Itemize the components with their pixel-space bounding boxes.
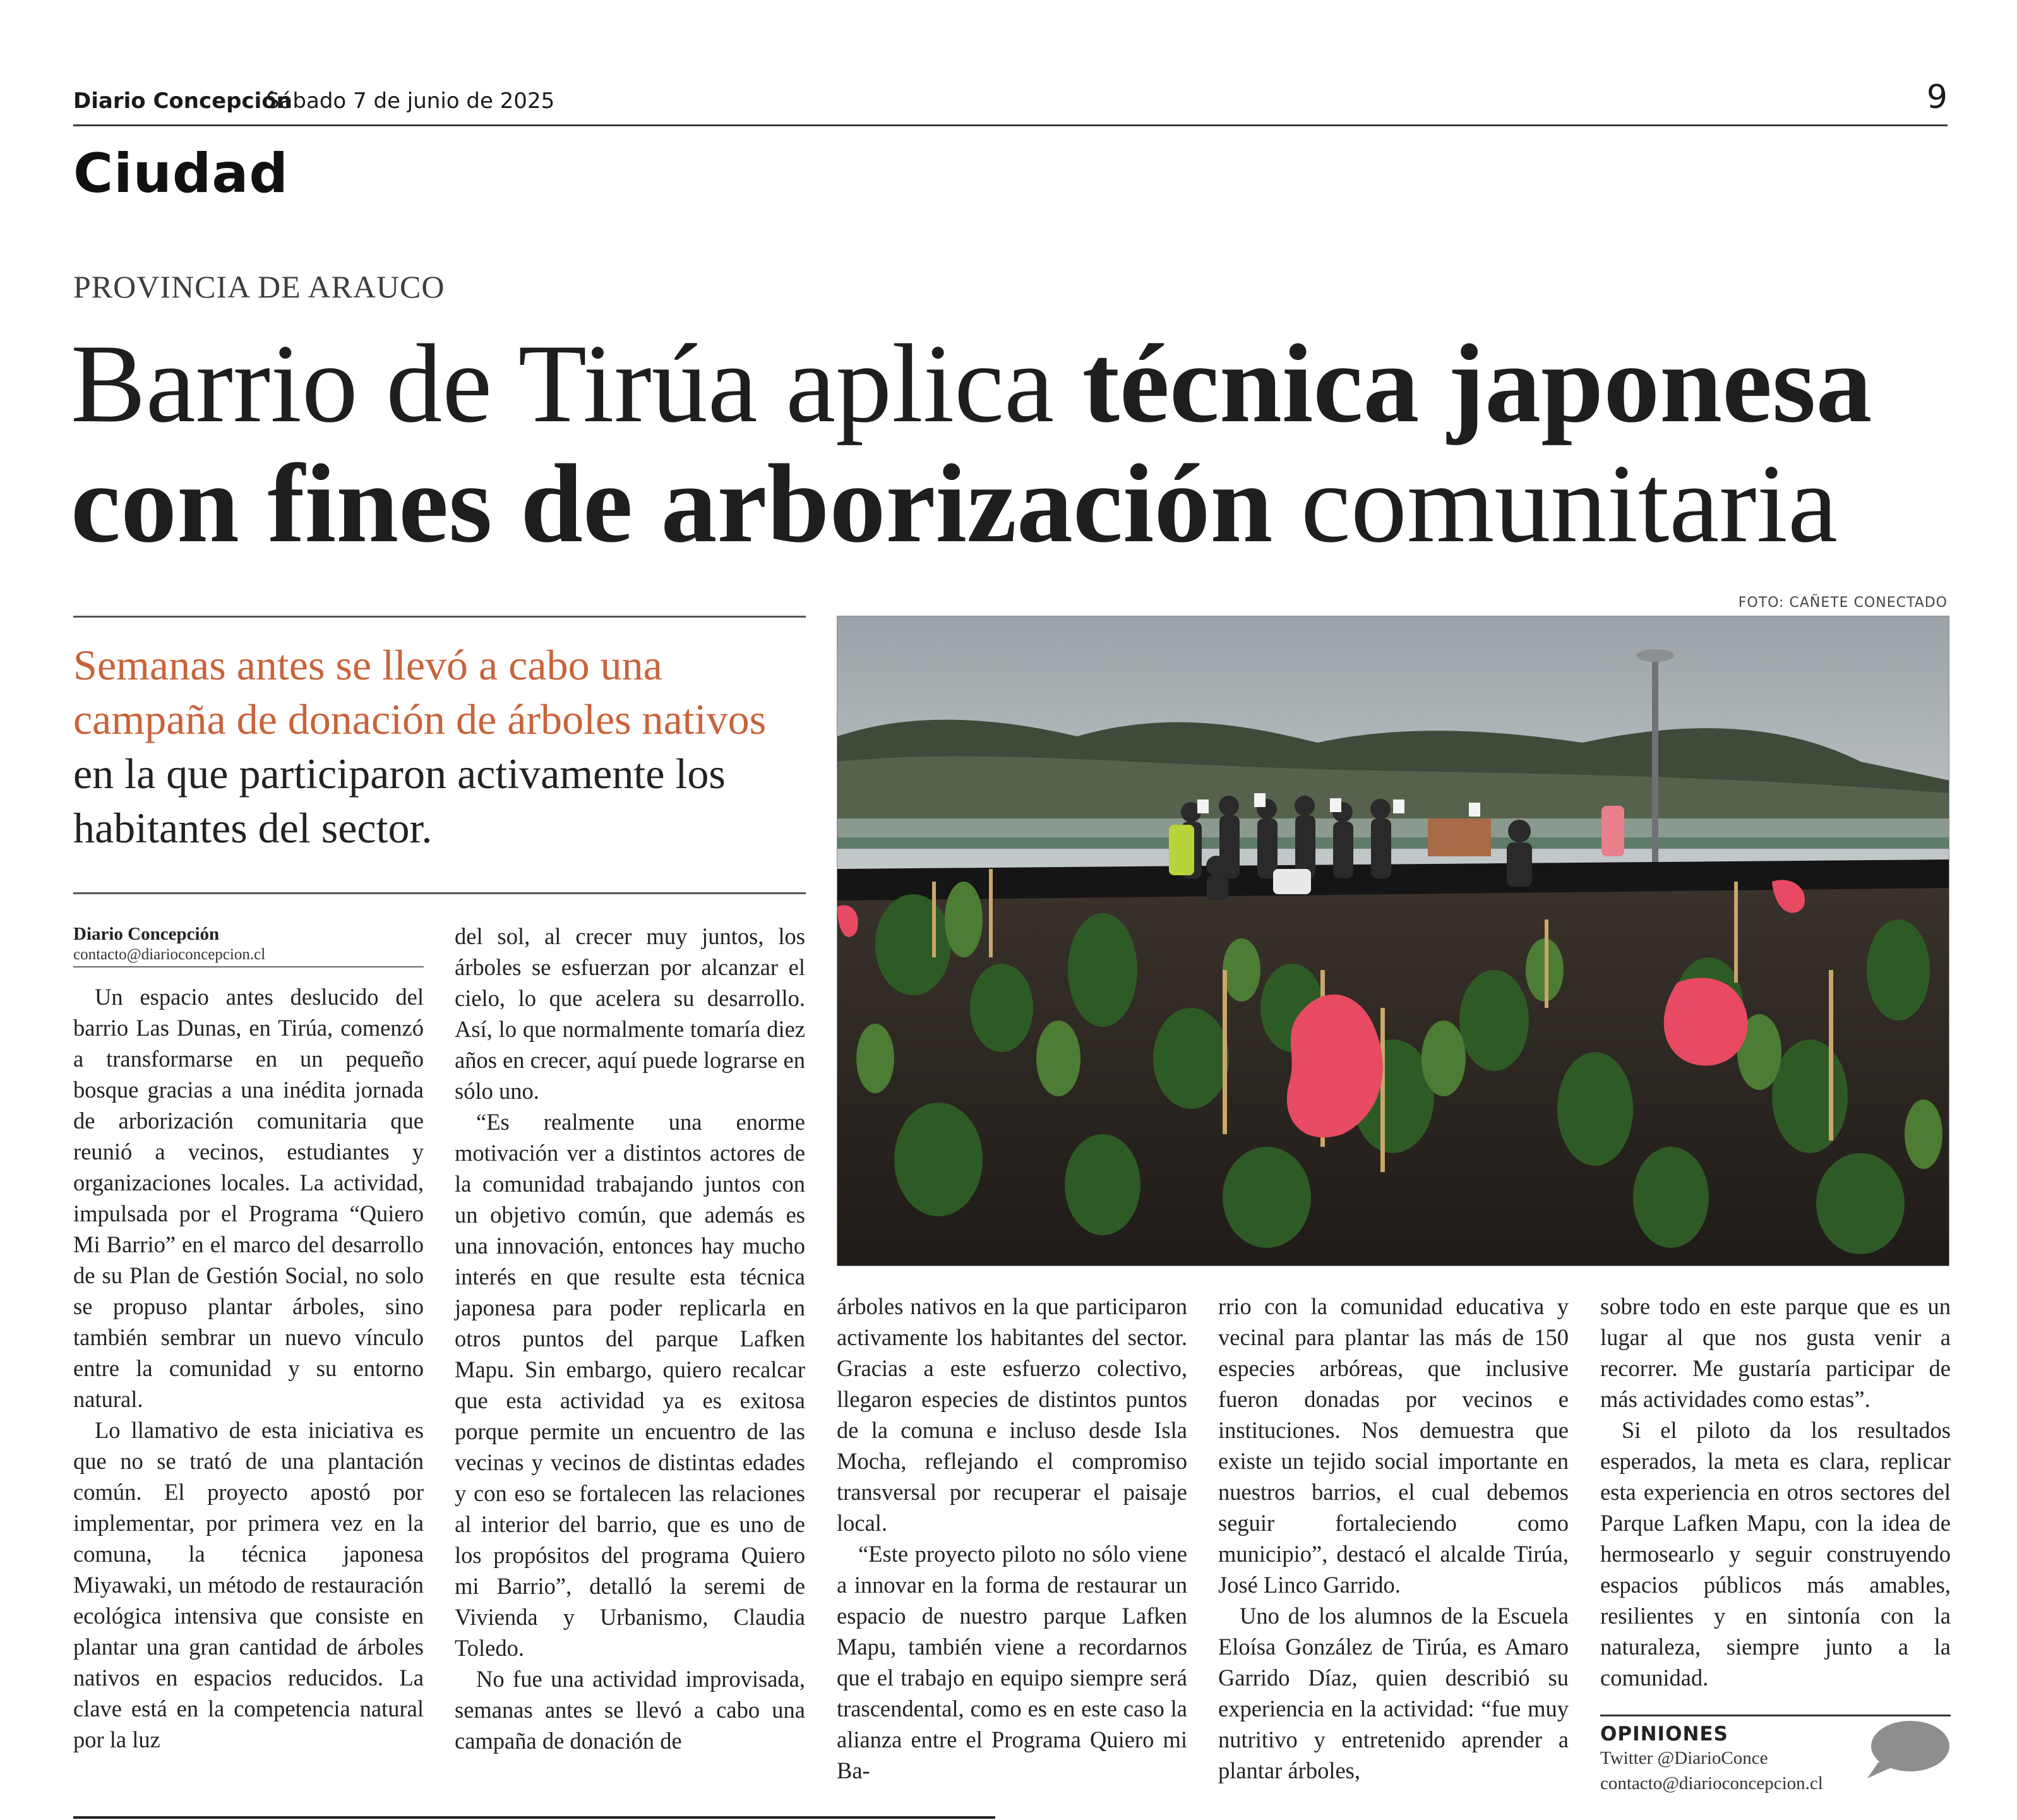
headline xyxy=(71,321,1965,566)
page-number: 9 xyxy=(1926,78,1948,116)
lede-accent: Semanas antes se llevó a cabo una campaña de donación de árboles nativos xyxy=(73,641,767,743)
paragraph: del sol, al crecer muy juntos, los árboles se esfuerzan por alcanzar el cielo, lo que acelera su desarrollo. Así, lo que normalmente tomaría diez años en crecer, aquí puede lograrse en sólo uno. xyxy=(455,923,805,1104)
byline-rule xyxy=(73,966,424,967)
bottom-rule xyxy=(73,1816,995,1819)
headline-light-2: comunitaria xyxy=(1272,441,1838,566)
lede-top-rule xyxy=(73,616,806,618)
photo-credit: FOTO: CAÑETE CONECTADO xyxy=(1738,595,1948,611)
opiniones-twitter[interactable]: Twitter @DiarioConce xyxy=(1600,1748,1768,1768)
kicker: PROVINCIA DE ARAUCO xyxy=(73,269,445,304)
byline-email: contacto@diarioconcepcion.cl xyxy=(73,946,266,963)
speech-bubble-icon xyxy=(1860,1718,1951,1781)
masthead xyxy=(73,78,1948,126)
paragraph: No fue una actividad improvisada, semanas antes se llevó a cabo una campaña de donación de xyxy=(455,1666,805,1754)
article-column-4 xyxy=(1218,1291,1569,1786)
article-column-2 xyxy=(455,921,805,1756)
article-photo xyxy=(837,616,1949,1266)
lede xyxy=(73,638,799,855)
issue-date: Sábado 7 de junio de 2025 xyxy=(266,88,555,114)
paragraph: Un espacio antes deslucido del barrio Las Dunas, en Tirúa, comenzó a transformarse en un pequeño bosque gracias a una inédita jornada de arborización comunitaria que reunió a vecinos, estudiantes y organizaciones locales. La actividad, impulsada por el Programa “Quiero Mi Barrio” en el marco del desarrollo de su Plan de Gestión Social, no solo se propuso plantar árboles, sino también sembrar un nuevo vínculo entre la comunidad y su entorno natural. xyxy=(73,984,424,1412)
article-column-1 xyxy=(73,981,424,1755)
paragraph: sobre todo en este parque que es un lugar al que nos gusta venir a recorrer. Me gustaría participar de más actividades como estas”. xyxy=(1600,1293,1951,1412)
article-column-3 xyxy=(837,1291,1187,1786)
paragraph: Uno de los alumnos de la Escuela Eloísa González de Tirúa, es Amaro Garrido Díaz, quien describió su experiencia en la actividad: “fue muy nutritivo y entretenido aprender a plantar árboles, xyxy=(1218,1603,1569,1783)
paragraph: árboles nativos en la que participaron activamente los habitantes del sector. Gracias a este esfuerzo colectivo, llegaron especies de distintos puntos de la comuna e incluso desde Isla Mocha, reflejando el compromiso transversal por recuperar el paisaje local. xyxy=(837,1293,1187,1536)
photo-illustration xyxy=(837,616,1949,1266)
opiniones-title: OPINIONES xyxy=(1600,1723,1728,1745)
paragraph: “Es realmente una enorme motivación ver a distintos actores de la comunidad trabajando juntos con un objetivo común, que además es una innovación, entonces hay mucho interés en que resulte esta técnica japonesa para poder replicarla en otros puntos del parque Lafken Mapu. Sin embargo, quiero recalcar que esta actividad ya es exitosa porque permite un encuentro de las vecinas y vecinos de distintas edades y con eso se fortalecen las relaciones al interior del barrio, que es uno de los propósitos del programa Quiero mi Barrio”, detalló la seremi de Vivienda y Urbanismo, Claudia Toledo. xyxy=(455,1109,805,1661)
headline-bold-1: técnica japonesa xyxy=(1082,321,1872,446)
newspaper-name: Diario Concepción xyxy=(73,88,292,114)
headline-line-1 xyxy=(71,321,1965,446)
lede-bottom-rule xyxy=(73,892,806,894)
byline-name: Diario Concepción xyxy=(73,924,220,944)
paragraph: Lo llamativo de esta iniciativa es que no se trató de una plantación común. El proyecto apostó por implementar, por primera vez en la comuna, la técnica japonesa Miyawaki, un método de restauración ecológica intensiva que consiste en plantar una gran cantidad de árboles nativos en espacios reducidos. La clave está en la competencia natural por la luz xyxy=(73,1417,424,1752)
headline-bold-2: con fines de arborización xyxy=(71,441,1273,566)
paragraph: “Este proyecto piloto no sólo viene a innovar en la forma de restaurar un espacio de nuestro parque Lafken Mapu, también viene a recordarnos que el trabajo en equipo siempre será trascendental, como es en este caso la alianza entre el Programa Quiero mi Ba- xyxy=(837,1541,1187,1783)
section-title: Ciudad xyxy=(73,142,289,205)
paragraph: rrio con la comunidad educativa y vecinal para plantar las más de 150 especies arbóreas, que inclusive fueron donadas por vecinos e instituciones. Nos demuestra que existe un tejido social importante en nuestros barrios, el cual debemos seguir fortaleciendo como municipio”, destacó el alcalde Tirúa, José Linco Garrido. xyxy=(1218,1293,1569,1598)
paragraph: Si el piloto da los resultados esperados, la meta es clara, replicar esta experiencia en otros sectores del Parque Lafken Mapu, con la idea de hermosearlo y seguir construyendo espacios públicos más amables, resilientes y en sintonía con la naturaleza, siempre junto a la comunidad. xyxy=(1600,1417,1951,1691)
opiniones-email[interactable]: contacto@diarioconcepcion.cl xyxy=(1600,1773,1823,1793)
article-column-5 xyxy=(1600,1291,1951,1693)
headline-light-1: Barrio de Tirúa aplica xyxy=(71,321,1082,446)
headline-line-2 xyxy=(71,441,1965,566)
lede-rest: en la que participaron activamente los habitantes del sector. xyxy=(73,750,726,852)
